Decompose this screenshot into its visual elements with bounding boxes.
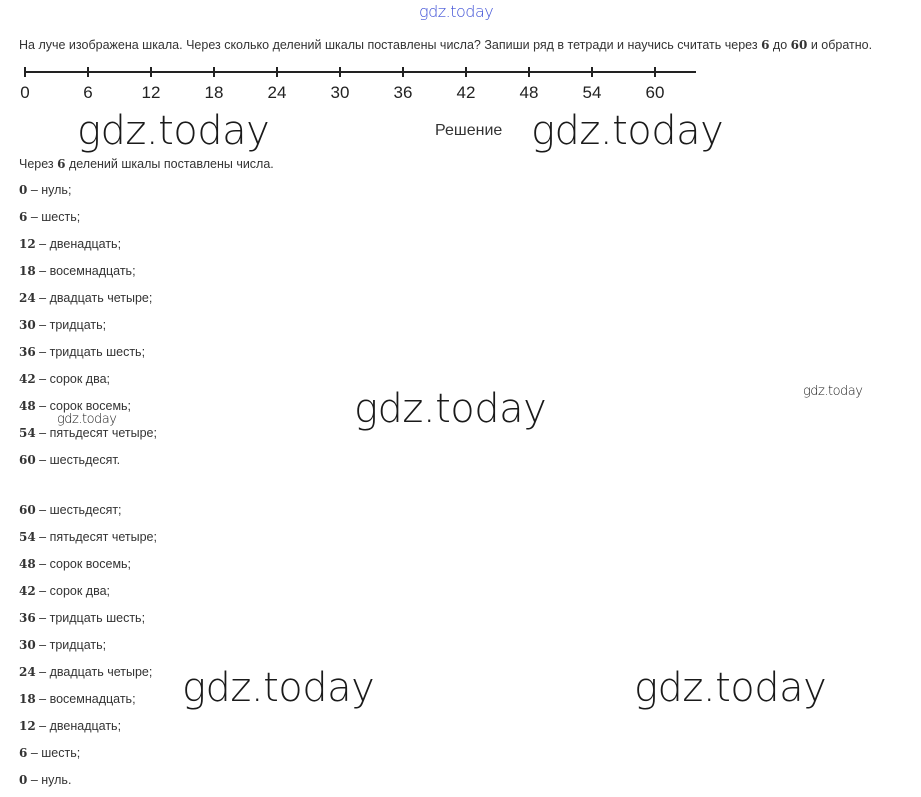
count-word: – нуль. bbox=[27, 773, 72, 787]
scale-label: 36 bbox=[393, 83, 413, 102]
number-ray-scale bbox=[18, 62, 708, 104]
count-word: – пятьдесят четыре; bbox=[35, 530, 157, 544]
count-line bbox=[19, 426, 157, 440]
scale-label: 0 bbox=[20, 83, 30, 102]
count-line bbox=[19, 237, 121, 251]
count-number: 42 bbox=[19, 584, 36, 598]
count-word: – шестьдесят; bbox=[35, 503, 122, 517]
task-text-part: На луче изображена шкала. Через сколько делений шкалы поставлены числа? Запиши ряд в тетради и научись считать через bbox=[19, 38, 762, 52]
count-word: – пятьдесят четыре; bbox=[35, 426, 157, 440]
count-number: 60 bbox=[19, 503, 36, 517]
count-word: – тридцать; bbox=[35, 638, 107, 652]
watermark-logo: gdz.today bbox=[419, 2, 494, 21]
count-line bbox=[19, 453, 120, 467]
task-text-part: и обратно. bbox=[807, 38, 873, 52]
count-word: – сорок восемь; bbox=[35, 399, 132, 413]
count-word: – сорок восемь; bbox=[35, 557, 132, 571]
count-number: 24 bbox=[19, 665, 36, 679]
count-line bbox=[19, 183, 71, 197]
count-number: 54 bbox=[19, 530, 36, 544]
scale-label: 18 bbox=[204, 83, 224, 102]
count-line bbox=[19, 291, 152, 305]
scale-label: 54 bbox=[582, 83, 602, 102]
solution-intro bbox=[19, 157, 274, 171]
intro-number: 6 bbox=[57, 157, 66, 171]
count-line bbox=[19, 318, 106, 332]
count-number: 30 bbox=[19, 638, 36, 652]
task-number: 6 bbox=[761, 38, 770, 52]
count-number: 18 bbox=[19, 692, 36, 706]
watermark-text: gdz.today bbox=[634, 665, 827, 711]
count-word: – сорок два; bbox=[35, 372, 111, 386]
count-word: – тридцать шесть; bbox=[35, 611, 146, 625]
intro-text: Через bbox=[19, 157, 58, 171]
count-line bbox=[19, 399, 131, 413]
scale-label: 30 bbox=[330, 83, 350, 102]
count-line bbox=[19, 638, 106, 652]
scale-label: 60 bbox=[645, 83, 665, 102]
count-number: 54 bbox=[19, 426, 36, 440]
task-text bbox=[19, 38, 872, 52]
task-number: 60 bbox=[790, 38, 808, 52]
count-number: 6 bbox=[19, 210, 28, 224]
watermark-text: gdz.today bbox=[803, 384, 863, 399]
count-number: 60 bbox=[19, 453, 36, 467]
task-text-part: до bbox=[769, 38, 791, 52]
count-number: 24 bbox=[19, 291, 36, 305]
count-number: 36 bbox=[19, 611, 36, 625]
count-line bbox=[19, 530, 157, 544]
count-number: 30 bbox=[19, 318, 36, 332]
count-line bbox=[19, 557, 131, 571]
count-line bbox=[19, 611, 145, 625]
count-word: – двенадцать; bbox=[35, 719, 122, 733]
count-word: – тридцать; bbox=[35, 318, 107, 332]
count-number: 0 bbox=[19, 183, 28, 197]
count-word: – тридцать шесть; bbox=[35, 345, 146, 359]
count-number: 6 bbox=[19, 746, 28, 760]
count-line bbox=[19, 345, 145, 359]
count-word: – нуль; bbox=[27, 183, 72, 197]
scale-label: 42 bbox=[456, 83, 476, 102]
count-number: 36 bbox=[19, 345, 36, 359]
count-number: 42 bbox=[19, 372, 36, 386]
count-word: – восемнадцать; bbox=[35, 264, 136, 278]
count-line bbox=[19, 719, 121, 733]
count-number: 48 bbox=[19, 399, 36, 413]
count-line bbox=[19, 210, 80, 224]
count-number: 18 bbox=[19, 264, 36, 278]
scale-label: 24 bbox=[267, 83, 287, 102]
count-number: 12 bbox=[19, 719, 36, 733]
solution-heading: Решение bbox=[435, 122, 503, 139]
watermark-text: gdz.today bbox=[531, 108, 724, 154]
count-line bbox=[19, 746, 80, 760]
count-line bbox=[19, 372, 110, 386]
count-word: – шестьдесят. bbox=[35, 453, 121, 467]
count-word: – восемнадцать; bbox=[35, 692, 136, 706]
count-word: – двадцать четыре; bbox=[35, 291, 153, 305]
watermark-text: gdz.today bbox=[354, 386, 547, 432]
count-word: – сорок два; bbox=[35, 584, 111, 598]
scale-label: 12 bbox=[141, 83, 161, 102]
count-line bbox=[19, 264, 136, 278]
scale-label: 48 bbox=[519, 83, 539, 102]
count-number: 48 bbox=[19, 557, 36, 571]
count-word: – двадцать четыре; bbox=[35, 665, 153, 679]
intro-text: делений шкалы поставлены числа. bbox=[65, 157, 274, 171]
watermark-text: gdz.today bbox=[77, 108, 270, 154]
count-line bbox=[19, 692, 136, 706]
count-word: – двенадцать; bbox=[35, 237, 122, 251]
count-line bbox=[19, 503, 122, 517]
count-number: 0 bbox=[19, 773, 28, 787]
count-line bbox=[19, 584, 110, 598]
count-line bbox=[19, 665, 152, 679]
watermark-text: gdz.today bbox=[57, 412, 117, 427]
count-word: – шесть; bbox=[27, 746, 81, 760]
count-number: 12 bbox=[19, 237, 36, 251]
count-line bbox=[19, 773, 71, 787]
scale-label: 6 bbox=[83, 83, 93, 102]
count-word: – шесть; bbox=[27, 210, 81, 224]
watermark-text: gdz.today bbox=[182, 665, 375, 711]
